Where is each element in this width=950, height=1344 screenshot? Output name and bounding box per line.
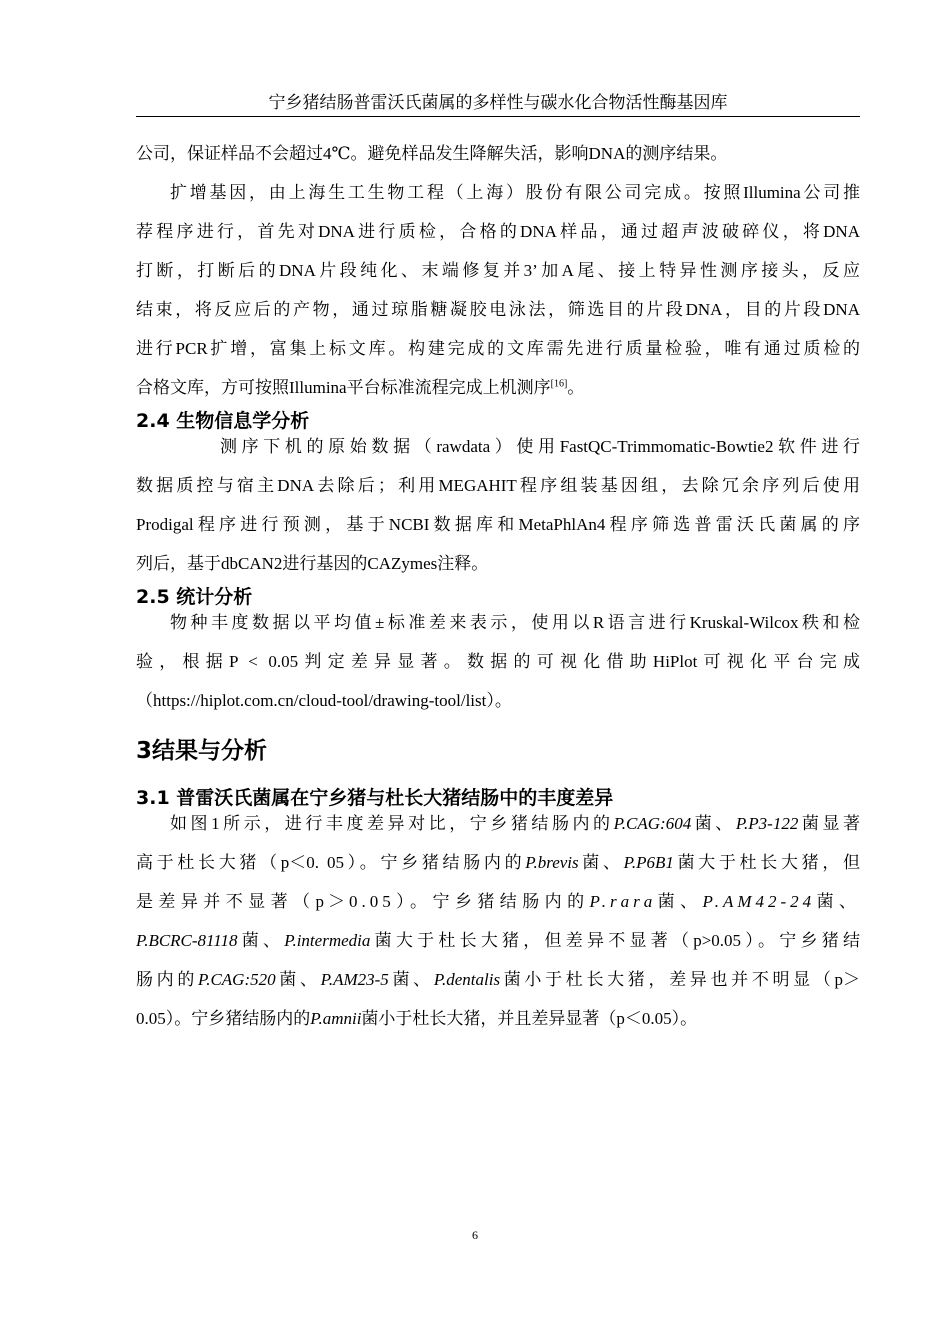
text-run: 0.05）。宁乡猪结肠内的	[136, 1009, 311, 1028]
taxon-name: P.brevis	[525, 853, 579, 872]
text-line	[136, 804, 860, 843]
text-run: 菌大于杜长大猪，但	[673, 853, 861, 872]
text-line	[136, 368, 860, 407]
text-line: 进行PCR扩增，富集上标文库。构建完成的文库需先进行质量检验，唯有通过质检的	[136, 339, 860, 358]
taxon-name: P.rara	[589, 892, 657, 911]
text-run: 菌、	[815, 892, 861, 911]
paragraph-sample-transport: 公司，保证样品不会超过4℃。避免样品发生降解失活，影响DNA的测序结果。	[136, 144, 728, 163]
text-run: 菌、	[388, 970, 434, 989]
citation: [16]	[550, 378, 568, 390]
text-line	[136, 921, 860, 960]
text-line: 数据质控与宿主DNA去除后；利用MEGAHIT程序组装基因组，去除冗余序列后使用	[136, 476, 860, 495]
running-header-title: 宁乡猪结肠普雷沃氏菌属的多样性与碳水化合物活性酶基因库	[268, 93, 728, 112]
text-line: 扩增基因，由上海生工生物工程（上海）股份有限公司完成。按照Illumina公司推	[170, 183, 860, 202]
page-body	[136, 134, 860, 1038]
paragraph-abundance-results	[136, 804, 860, 1038]
text-run: 高于杜长大猪（p＜0. 05）。宁乡猪结肠内的	[136, 853, 526, 872]
text-line	[136, 960, 860, 999]
text-run: 菌显著	[798, 814, 861, 833]
text-run: 菌、	[578, 853, 624, 872]
taxon-name: P.dentalis	[433, 970, 501, 989]
taxon-name: P.CAG:604	[613, 814, 692, 833]
taxon-name: P.AM23-5	[320, 970, 389, 989]
section-heading-2-5: 2.5 统计分析	[136, 586, 253, 608]
running-header	[136, 92, 860, 117]
text-line: 荐程序进行，首先对DNA进行质检，合格的DNA样品，通过超声波破碎仪，将DNA	[136, 222, 860, 241]
section-heading-3: 3结果与分析	[136, 738, 268, 764]
taxon-name: P.intermedia	[284, 931, 371, 950]
text-line	[136, 999, 860, 1038]
text-line: 测序下机的原始数据（rawdata）使用FastQC-Trimmomatic-Bowtie2软件进行	[220, 437, 860, 456]
taxon-name: P.AM42-24	[702, 892, 816, 911]
text-line: 列后，基于dbCAN2进行基因的CAZymes注释。	[136, 554, 489, 573]
text-run: 是差异并不显著（p＞0.05）。宁乡猪结肠内的	[136, 892, 590, 911]
taxon-name: P.P3-122	[735, 814, 799, 833]
text-line: 物种丰度数据以平均值±标准差来表示，使用以R语言进行Kruskal-Wilcox秩和检	[170, 613, 860, 632]
text-line	[136, 843, 860, 882]
taxon-name: P.P6B1	[623, 853, 674, 872]
paragraph-statistics	[136, 603, 860, 720]
paragraph-bioinformatics	[136, 427, 860, 583]
text-run: 菌、	[275, 970, 321, 989]
text-run: 菌、	[656, 892, 703, 911]
text-run: 菌小于杜长大猪，并且差异显著（p＜0.05）。	[361, 1009, 698, 1028]
text-line: Prodigal程序进行预测，基于NCBI数据库和MetaPhlAn4程序筛选普雷沃氏菌属的序	[136, 515, 860, 534]
page-number: 6	[472, 1228, 478, 1242]
text-line: 验，根据P < 0.05判定差异显著。数据的可视化借助HiPlot可视化平台完成	[136, 652, 860, 671]
text-run: 菌、	[691, 814, 736, 833]
section-heading-3-1: 3.1 普雷沃氏菌属在宁乡猪与杜长大猪结肠中的丰度差异	[136, 787, 614, 809]
text-run: 如图1所示，进行丰度差异对比，宁乡猪结肠内的	[170, 814, 614, 833]
taxon-name: P.amnii	[310, 1009, 362, 1028]
text-line: 结束，将反应后的产物，通过琼脂糖凝胶电泳法，筛选目的片段DNA，目的片段DNA	[136, 300, 860, 319]
taxon-name: P.BCRC-81118	[136, 931, 238, 950]
paragraph-gene-amplification	[136, 173, 860, 407]
section-heading-2-4: 2.4 生物信息学分析	[136, 410, 310, 432]
taxon-name: P.CAG:520	[198, 970, 276, 989]
text-run: 合格文库，方可按照Illumina平台标准流程完成上机测序	[136, 378, 551, 397]
text-run: 。	[567, 378, 585, 397]
text-run: 菌大于杜长大猪，但差异不显著（p>0.05）。宁乡猪结	[370, 931, 861, 950]
text-line: （https://hiplot.com.cn/cloud-tool/drawing-tool/list）。	[136, 691, 512, 710]
text-line: 打断，打断后的DNA片段纯化、末端修复并3’加A尾、接上特异性测序接头，反应	[136, 261, 860, 280]
text-line	[136, 882, 860, 921]
text-run: 菌小于杜长大猪，差异也并不明显（p＞	[500, 970, 861, 989]
text-run: 菌、	[237, 931, 285, 950]
text-run: 肠内的	[136, 970, 199, 989]
